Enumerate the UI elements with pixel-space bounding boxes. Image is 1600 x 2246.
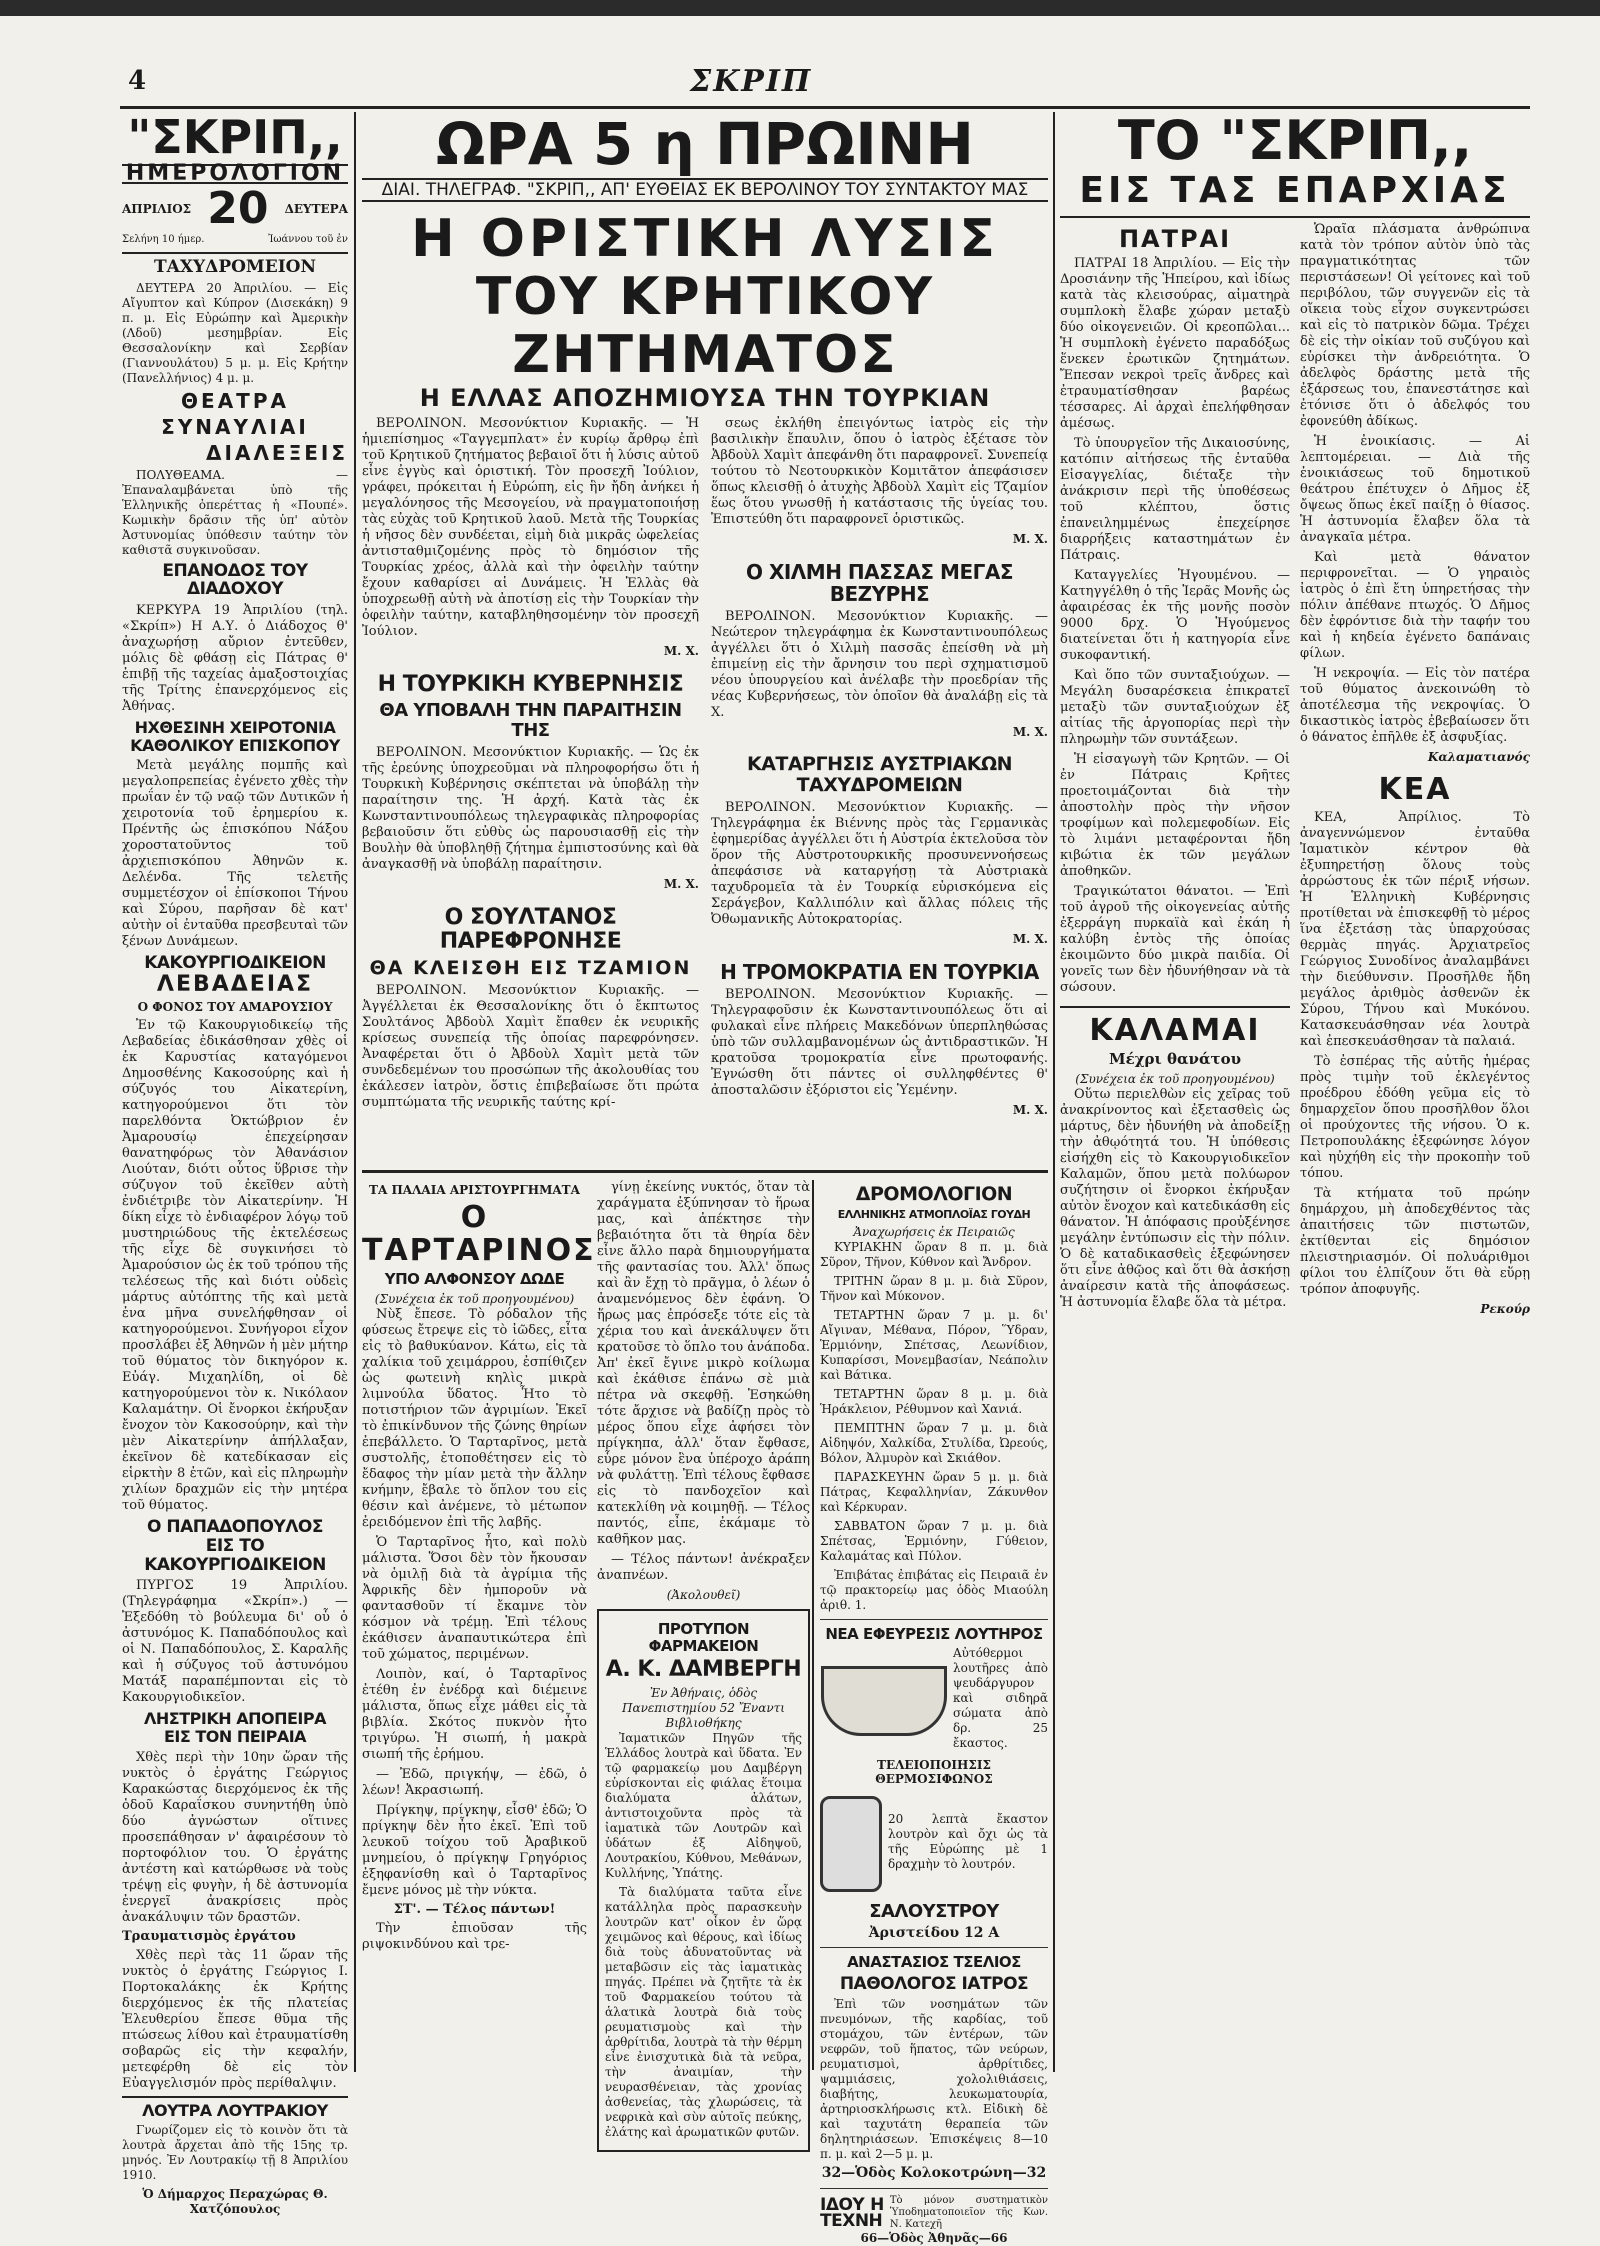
left-column <box>122 110 348 2217</box>
article-heading: ΛΗΣΤΡΙΚΗ ΑΠΟΠΕΙΡΑ <box>144 1709 326 1729</box>
pharmacy-text: Τὰ διαλύματα ταῦτα εἶνε κατάλληλα πρὸς παρασκευὴν λουτρῶν κατ' οἶκον ἐν ὥρᾳ χειμῶνος καὶ θέρους, καὶ ἰδίως διὰ τοὺς ἀδυνατοῦντας νὰ μεταβῶσιν εἰς τὰς ἰαματικὰς πηγάς. Πρέπει νὰ ζητῆτε τὰ ἐκ τοῦ Φαρμακείου τούτου τὰ ἁλατικὰ λουτρὰ διὰ τοὺς ρευματισμοὺς καὶ τὴν ἀρθρίτιδα, λουτρὰ τὰ τὴν θέρμη εἶνε ἐνισχυτικὰ διὰ τὰ νεῦρα, τὴν ἀναιμίαν, τὴν νευρασθένειαν, τὰς χρονίας ἀσθενείας, τὰς χλωρώσεις, τὰ νεφρικὰ καὶ σὺν αὐτοῖς πεύκης, ἐλάτης καὶ ἀρωματικῶν φυτῶν. <box>605 1885 802 2140</box>
sidebar-logo: "ΣΚΡΙΠ,, <box>127 110 343 164</box>
article-heading: ΗΧΘΕΣΙΝΗ ΧΕΙΡΟΤΟΝΙΑ <box>134 718 336 738</box>
article-body: ΒΕΡΟΛΙΝΟΝ. Μεσονύκτιον Κυριακῆς. — Ὡς ἐκ τῆς ἐρεύνης ὑποχρεοῦμαι νὰ πληροφορήσω ὅτι ἡ Τουρκικὴ Κυβέρνησις σκέπτεται νὰ ὑποβάλῃ τὴν παραίτησιν της. Ἡ ἀρχή. Κατὰ τὰς ἐκ Κωνσταντινουπόλεως τηλεγραφικὰς πληροφορίας βεβαιοῦσιν ὅτι εὐθὺς ὡς παρουσιασθῇ εἰς τὴν Βουλὴν θὰ ὑποβληθῇ ζήτημα ἐμπιστοσύνης καὶ θὰ ἀναγκασθῇ νὰ ὑποβάλῃ παραίτησιν. <box>362 744 699 872</box>
article-body: Ὡραῖα πλάσματα ἀνθρώπινα κατὰ τὸν τρόπον αὐτὸν ὑπὸ τὰς πραγματικότητας τῶν περιστάσεων! Οἱ γείτονες καὶ τοῦ περιβόλου, τῶν συγγενῶν εἰς τὰ οἴκεια τοὺς εἶχον συγκεντρώσει καὶ εἰς τὸ πατρικὸν δῶμα. Τρέχει δὲ εἰς τὴν οἰκίαν τοῦ συζύγου καὶ εὑρίσκει τὴν ἀνδρειότητα. Ὁ ἀδελφὸς δράστης μετὰ τῆς ἐξάρσεως του, ἐπανεστάτησε καὶ ἐτόνισε ὅτι ὁ ἀδελφός του ἐφονεύθη ἀδίκως. <box>1300 222 1530 429</box>
news-columns <box>362 416 1048 1118</box>
timetable-row: ΤΡΙΤΗΝ ὥραν 8 μ. μ. διὰ Σῦρον, Τῆνον καὶ Μύκονον. <box>820 1273 1048 1303</box>
shop-address: Ἀριστείδου 12 Α <box>868 1924 1000 1941</box>
article-body: Τραγικώτατοι θάνατοι. — Ἐπὶ τοῦ ἀγροῦ τῆς οἰκογενείας αὐτῆς ἐξερράγη πυρκαϊὰ καὶ ἐκάη ἡ καλύβη ἐντὸς τῆς ὁποίας ἐκοιμῶντο δύο μικρὰ παιδία. Οἱ γονεῖς των δὲν ἠδυνήθησαν νὰ τὰ σώσουν. <box>1060 884 1290 996</box>
banner-subtitle: ΔΙΑΙ. ΤΗΛΕΓΡΑΦ. "ΣΚΡΙΠ,, ΑΠ' ΕΥΘΕΙΑΣ ΕΚ ΒΕΡΟΛΙΝΟΥ ΤΟΥ ΣΥΝΤΑΚΤΟΥ ΜΑΣ <box>362 178 1048 202</box>
article-heading: ΚΑΘΟΛΙΚΟΥ ΕΠΙΣΚΟΠΟΥ <box>130 735 340 755</box>
heater-advert <box>820 1790 1048 1898</box>
timetable-row: ΤΕΤΑΡΤΗΝ ὥραν 8 μ. μ. διὰ Ἡράκλειον, Ρέθυμνον καὶ Χανιά. <box>820 1386 1048 1416</box>
feuilleton-text: Λοιπὸν, καί, ὁ Ταρταρῖνος ἐτέθη ἐν ἐνέδρᾳ καὶ διέμεινε μάλιστα, ὅπως εἶχε μάθει εἰς τὰ βιβλία. Σκότος πυκνὸν ἦτο τριγύρω. Ἡ σιωπή, ἡ μακρὰ σιωπή τῆς ἐρήμου. <box>362 1666 587 1762</box>
article-heading: ΚΕΑ <box>1378 772 1452 807</box>
article-note: (Συνέχεια ἐκ τοῦ προηγουμένου) <box>1075 1071 1275 1086</box>
feuilleton-text: γίνῃ ἐκείνης νυκτός, ὅταν τὰ χαράγματα ἐξύπνησαν τὸ ἥρωα μας, καὶ ἀπέκτησε τὴν βεβαιότητα ὅτι τὰ θηρία δὲν εἶνε ἄλλο παρὰ δημιουργήματα τῆς φαντασίας του. Ἀλλ' ὅπως καὶ ἂν ἔχῃ τὸ πρᾶγμα, ὁ λέων ὁ ἀναμενόμενος δὲν ἐφάνη. Ὁ ἥρως μας ἐπρόσεξε τότε εἰς τὰ χέρια του καὶ ἀνεκάλυψεν ὅτι κρατοῦσε τὸ ὅπλο του ἀνάποδα. Ἀπ' ἐκεῖ ἔγινε μικρὸ κοίλωμα καὶ ἐκάθισε ἐπάνω σὲ μιὰ πέτρα νὰ σκεφθῇ. Ἐσηκώθη τότε ἄρχισε νὰ βαδίζῃ πρὸς τὸ μέρος ὅπου εἶχε ἀφήσει τὸν πρίγκηπα, ἀλλ' ὅταν ἔφθασε, εὗρε μόνον ἓνα ὑπέροχο ἀράπη νὰ φυλάττῃ. Ἐπὶ τέλους ἔφθασε εἰς τὸ πανδοχεῖον καὶ κατεκλίθη νὰ κοιμηθῇ. — Τέλος παντός, εἶπε, ἐκάμαμε τὸ καθῆκον μας. <box>597 1180 810 1547</box>
doctor-title: ΠΑΘΟΛΟΓΟΣ ΙΑΤΡΟΣ <box>839 1973 1029 1994</box>
calendar-month: ΑΠΡΙΛΙΟΣ <box>122 201 192 216</box>
feuilleton-column-a <box>362 1180 596 2158</box>
article-body: ΠΑΤΡΑΙ 18 Ἀπριλίου. — Εἰς τὴν Δροσιάνην τῆς Ἠπείρου, καὶ ἰδίως κατὰ τὰς κλεισούρας, αἰματηρὰ συμπλοκὴ ἔλαβε χώραν μεταξὺ δύο οἰκογενειῶν. Οἱ κρεοπῶλαι... Ἡ συμπλοκὴ ἐγένετο παραδόξως ἕνεκεν ἐρωτικῶν ζητημάτων. Ἔπεσαν νεκροὶ τρεῖς ἄνδρες καὶ ἐτραυματίσθησαν βαρέως τέσσαρες. Αἱ ἀρχαὶ ἐπελήφθησαν ἀμέσως. <box>1060 256 1290 432</box>
provinces-columns <box>1060 222 1530 1317</box>
top-rule-bar <box>0 0 1600 16</box>
article-body: Τὸ ἐσπέρας τῆς αὐτῆς ἡμέρας πρὸς τιμὴν τοῦ ἐκλεγέντος προέδρου ἐδόθη γεῦμα εἰς τὸ δημαρχεῖον ὅπου προσῆλθον ὅλοι οἱ προύχοντες τῆς νήσου. Ὁ κ. Πετροπουλάκης ἐξεφώνησε λόγον καὶ ηὐχήθη εἰς τὴν προκοπὴν τοῦ τόπου. <box>1300 1054 1530 1181</box>
doctor-address: 32—Ὁδὸς Κολοκοτρώνη—32 <box>821 2165 1047 2182</box>
article-heading: ΚΑΤΑΡΓΗΣΙΣ ΑΥΣΤΡΙΑΚΩΝ ΤΑΧΥΔΡΟΜΕΙΩΝ <box>746 753 1013 796</box>
article-heading: ΕΙΣ ΤΟ ΚΑΚΟΥΡΓΙΟΔΙΚΕΙΟΝ <box>144 1536 326 1575</box>
feuilleton-text: Ὁ Ταρταρῖνος ἦτο, καὶ πολὺ μάλιστα. Ὅσοι δὲν τὸν ἤκουσαν νὰ ὁμιλῇ διὰ τὰ ἀγρίμια τῆς Ἀφρικῆς δὲν ἠμποροῦν νὰ φαντασθοῦν τί ἔκαμνε τὸν κόσμον νὰ τρέμῃ. Ἐπὶ τέλους ἐκάθισεν ἀναπαυτικώτερα ἐπὶ τοῦ χώματος, περιμένων. <box>362 1534 587 1662</box>
article-body: ΚΕΑ, Ἀπρίλιος. Τὸ ἀναγεννώμενον ἐνταῦθα Ἰαματικὸν κέντρον θὰ ἐξυπηρετήσῃ ὅλους τοὺς ἀρρώστους ἐκ τῶν πέριξ νήσων. Ἡ Ἑλληνικὴ Κυβέρνησις προτίθεται νὰ ἐπισκεφθῇ τὸ μέρος ἵνα ἐξετάσῃ τὰς ὑπαρχούσας θερμὰς πηγάς. Ἀρχιατρεῖος Γεώργιος Συνοδίνος ἀναλαμβάνει τὴν διεύθυνσιν. Προσῆλθε ἤδη μεγάλος ἀριθμὸς ἀσθενῶν ἐκ Σύρου, Τήνου καὶ Μυκόνου. Κατασκευάσθησαν νέα λουτρὰ καὶ ἐπεσκευάσθησαν τὰ παλαιά. <box>1300 810 1530 1049</box>
shoe-advert <box>820 2195 1048 2231</box>
article-body: Τὸ ὑπουργεῖον τῆς Δικαιοσύνης, κατόπιν αἰτήσεως τῆς ἐνταῦθα Εἰσαγγελίας, διέταξε τὴν ἀνάκρισιν περὶ τῆς ὑποθέσεως τοῦ κλέπτου, ὅστις ἐπανειλημμένως ἐπεχείρησε διαρρήξεις καταστημάτων ἐν Πάτραις. <box>1060 436 1290 564</box>
article-body: Ἡ ἐνοικίασις. — Αἱ λεπτομέρειαι. — Διὰ τῆς ἐνοικιάσεως τοῦ δημοτικοῦ θεάτρου ἐπέτυχεν ὁ Δῆμος ἐξ ὄψεως ὅπως ἐκεῖ παίξῃ ὁ θίασος. Ἡ ἀστυνομία ἔλαβεν ὅλα τὰ ἀναγκαῖα μέτρα. <box>1300 434 1530 545</box>
article-heading: Ο ΣΟΥΛΤΑΝΟΣ ΠΑΡΕΦΡΟΝΗΣΕ <box>439 904 622 954</box>
section-rule <box>362 1170 1048 1173</box>
article-heading: Τραυματισμὸς ἐργάτου <box>122 1928 296 1944</box>
news-column-b <box>711 416 1048 1118</box>
theatres-heading: ΘΕΑΤΡΑ <box>181 388 289 413</box>
feuilleton <box>362 1180 810 2140</box>
timetable-title: ΔΡΟΜΟΛΟΓΙΟΝ <box>855 1183 1013 1205</box>
calendar-saint: Ἰωάννου τοῦ ἐν <box>268 234 348 245</box>
right-section <box>1060 109 1530 2072</box>
article-body: ΒΕΡΟΛΙΝΟΝ. Μεσονύκτιον Κυριακῆς. — Ἡ ἡμιεπίσημος «Ταγγεμπλατ» ἐν κυρίῳ ἄρθρῳ ἐπὶ τοῦ Κρητικοῦ ζητήματος βεβαιοῖ ὅτι ἡ λύσις αὐτοῦ εἶνε ἐγγὺς καὶ ὁριστική. Τὸν προσεχῆ Ἰούλιον, γράφει, πρόκειται ἡ Εὐρώπη, εἰς ἣν ἤδη ἀνήκει ἡ μεγαλόνησος τῆς Μεσογείου, νὰ πραγματοποιήσῃ τὰς εὐχὰς τοῦ Κρητικοῦ λαοῦ. Μετὰ τῆς Τουρκίας ἡ νῆσος δὲν συνδέεται, εἰμὴ διὰ μικρᾶς ὠφελείας ἀντισταθμιζομένης πρὸς τὸ δημόσιον τῆς Τουρκίας χρέος, ἀλλὰ καὶ τὴν ὀφειλὴν ταύτην ἔχουν καθαρίσει αἱ Δυνάμεις. Ἡ Ἑλλὰς θὰ ὑποχρεωθῇ αὐτὴ νὰ ἀποτίσῃ εἰς τὴν Τουρκίαν τὴν ὀφειλὴν ταύτην, καταβληθησομένην τὸν προσεχῆ Ἰούλιον. <box>362 416 699 639</box>
heater-title: ΤΕΛΕΙΟΠΟΙΗΣΙΣ ΘΕΡΜΟΣΙΦΩΝΟΣ <box>875 1758 993 1786</box>
article-body: σεως ἐκλήθη ἐπειγόντως ἰατρὸς εἰς τὴν βασιλικὴν ἔπαυλιν, ὅπου ὁ ἰατρὸς ἐξέτασε τὸν Ἀβδοὺλ Χαμὶτ ἀπεφάνθη ὅτι παραφρονεῖ. Συνεπείᾳ τούτου τὸ Νεοτουρκικὸν Κομιτᾶτον ἀπεφάσισεν ὅπως κλεισθῇ ὁ ἀτυχὴς Ἀβδοὺλ Χαμὶτ εἰς Τζαμίον ἕως ὅτου γνωσθῇ ἡ κατάστασις τῆς ὑγείας του. Ἐπιστεύθη ὅτι παραφρονεῖ ὁριστικῶς. <box>711 416 1048 527</box>
article-body: Καταγγελίες Ἡγουμένου. — Κατηγγέλθη ὁ τῆς Ἱερᾶς Μονῆς ὡς ἀφαιρέσας ἐκ τῆς μονῆς ποσὸν 9000 δρχ. Ὁ Ἡγούμενος διατείνεται ὅτι ἡ κατηγορία εἶνε συκοφαντική. <box>1060 568 1290 664</box>
article-body: ΚΕΡΚΥΡΑ 19 Ἀπριλίου (τηλ. «Σκρίπ») Η Α.Υ. ὁ Διάδοχος θ' ἀναχωρήσῃ αὔριον ἐντεῦθεν, μόλις δὲ φθάσῃ εἰς Πάτρας θ' ἐπιβῇ τῆς ταχείας ἀμαξοστοιχίας τῆς Τρίτης ἐπανερχόμενος εἰς Ἀθήνας. <box>122 603 348 715</box>
article-body: ΒΕΡΟΛΙΝΟΝ. Μεσονύκτιον Κυριακῆς. — Ἀγγέλλεται ἐκ Θεσσαλονίκης ὅτι ὁ ἔκπτωτος Σουλτάνος Ἀβδοὺλ Χαμὶτ ἔπαθεν ἐκ νευρικῆς κρίσεως συνεπείᾳ τῆς ὁποίας παρεφρόνησεν. Ἀναφέρεται ὅτι ὁ Ἀβδοὺλ Χαμὶτ μετὰ τῶν συνδεδεμένων του προσώπων τῆς ἀκολουθίας του ἐκάλεσεν ἰατρὸν, ὅστις ἐπιβεβαίωσε ὅτι πρώτα συμπτώματα τῆς νευρικῆς ταύτης κρί- <box>362 983 699 1111</box>
feuilleton-note: (Συνέχεια ἐκ τοῦ προηγουμένου) <box>374 1291 575 1306</box>
timetable-row: ΚΥΡΙΑΚΗΝ ὥραν 8 π. μ. διὰ Σῦρον, Τῆνον, Κύθνον καὶ Ἄνδρον. <box>820 1239 1048 1269</box>
feuilleton-author: ΥΠΟ ΑΛΦΟΝΣΟΥ ΔΩΔΕ <box>384 1270 565 1289</box>
article-body: ΒΕΡΟΛΙΝΟΝ. Μεσονύκτιον Κυριακῆς. — Νεώτερον τηλεγράφημα ἐκ Κωνσταντινουπόλεως ἀγγέλλει ὅτι ὁ Χιλμὴ πασσᾶς ἐπείσθη νὰ μὴ ἐπιμείνῃ εἰς τὴν ἄρνησιν του περὶ σχηματισμοῦ νέου ὑπουργείου καὶ ἀνέλαβε τὴν προεδρίαν τῆς νέας Κυβερνήσεως, τὸν ὁποῖον θὰ ἀναλάβῃ εἰς τὰ Χ. <box>711 609 1048 720</box>
pharmacy-name: Α. Κ. ΔΑΜΒΕΡΓΗ <box>605 1657 802 1682</box>
doctor-text: Ἐπὶ τῶν νοσημάτων τῶν πνευμόνων, τῆς καρδίας, τοῦ στομάχου, τῶν ἐντέρων, τῶν νεφρῶν, τοῦ ἥπατος, τῶν νεύρων, ρευματισμοὶ, ἀρθρίτιδες, ψαμμιάσεις, χολολιθιάσεις, διαβήτης, λευκωματουρία, ἀρτηριοσκλήρωσις κτλ. Εἰδικὴ δὲ καὶ ταχυτάτη θεραπεία τῶν δηλητηριάσεων. Ἐπισκέψεις 8—10 π. μ. καὶ 2—5 μ. μ. <box>820 1997 1048 2162</box>
feuilleton-title: Ο ΤΑΡΤΑΡΙΝΟΣ <box>362 1200 596 1269</box>
article-heading: ΚΑΛΑΜΑΙ <box>1060 1006 1290 1047</box>
doctor-name: ΑΝΑΣΤΑΣΙΟΣ ΤΣΕΛΙΟΣ <box>847 1953 1021 1972</box>
theatre-listing: ΠΟΛΥΘΕΑΜΑ. — Ἐπαναλαμβάνεται ὑπὸ τῆς Ἑλληνικῆς ὀπερέττας ἡ «Πουπέ». Κωμικὴν δρᾶσιν τῆς ὑπ' αὐτὸν Ἀστυνομίας ὑπόθεσιν ταύτην τὸν καθιστᾶ συγκινοῦσαν. <box>122 467 348 557</box>
masthead: ΣΚΡΙΠ <box>690 64 813 99</box>
pharmacy-text: Ἰαματικῶν Πηγῶν τῆς Ἑλλάδος λουτρὰ καὶ ὕδατα. Ἐν τῷ φαρμακείῳ μου Δαμβέργη εὑρίσκονται εἰς φιάλας ἕτοιμα διαλύματα ἀλάτων, ἀντιστοιχοῦντα πρὸς τὰ ἰαματικὰ τῶν Λουτρῶν καὶ ὑδάτων ἐξ Αἰδηψοῦ, Λουτρακίου, Κύθνου, Μεθάνων, Κυλλήνης, Ὑπάτης. <box>605 1731 802 1881</box>
advert-heading: ΛΟΥΤΡΑ ΛΟΥΤΡΑΚΙΟΥ <box>122 2096 348 2120</box>
article-heading: Ο ΧΙΛΜΗ ΠΑΣΣΑΣ ΜΕΓΑΣ ΒΕΖΥΡΗΣ <box>745 560 1013 606</box>
center-news <box>362 112 1048 1162</box>
feuilleton-text: Νὺξ ἔπεσε. Τὸ ρόδαλον τῆς φύσεως ἔτρεψε εἰς τὸ ἰῶδες, εἶτα εἰς τὸ βαθυκύανον. Κάτω, εἰς τὰ χαλίκια τοῦ χειμάρρου, ἐσπίθιζεν ὡς φωτεινὴ κηλὶς μικρὰ λιμνούλα ὕδατος. Ἦτο τὸ ποτιστήριον τῶν ἀγριμίων. Ἐκεῖ τὸ ἐπικίνδυνον τῆς ζώνης θηρίων ἐπεβάλλετο. Ὁ Ταρταρῖνος, μετὰ συστολῆς, ἐτοποθέτησεν εἰς τὸ ἔδαφος τὴν μίαν μετὰ τὴν ἄλλην κνήμην, ἔβαλε τὸ ὅπλον του εἰς θέσιν καὶ ἀνέμενε, τὸ μέτωπον ἐρειδόμενον ἐπὶ τῆς λαβῆς. <box>362 1306 587 1530</box>
feuilleton-kicker: ΤΑ ΠΑΛΑΙΑ ΑΡΙΣΤΟΥΡΓΗΜΑΤΑ <box>369 1183 580 1197</box>
article-body: Χθὲς περὶ τὰς 11 ὥραν τῆς νυκτὸς ὁ ἐργάτης Γεώργιος Ι. Πορτοκαλάκης ἐκ Κρήτης διερχόμενος ἐκ τῆς πλατείας Ἐλευθερίου ἔπεσε θῦμα τῆς πτώσεως λίθου καὶ ἐτραυματίσθη σοβαρῶς εἰς τὴν κεφαλήν, μετεφέρθη δὲ εἰς τὸν Εὐαγγελισμόν πρὸς περίθαλψιν. <box>122 1947 348 2091</box>
article-heading: ΘΑ ΥΠΟΒΑΛΗ ΤΗΝ ΠΑΡΑΙΤΗΣΙΝ ΤΗΣ <box>379 700 682 741</box>
main-subheadline: Η ΕΛΛΑΣ ΑΠΟΖΗΜΙΟΥΣΑ ΤΗΝ ΤΟΥΡΚΙΑΝ <box>419 384 991 412</box>
lectures-heading: ΔΙΑΛΕΞΕΙΣ <box>206 440 348 465</box>
byline: Μ. Χ. <box>1012 725 1048 739</box>
article-heading: ΕΙΣ ΤΟΝ ΠΕΙΡΑΙΑ <box>163 1726 307 1746</box>
calendar-weekday: ΔΕΥΤΕΡΑ <box>284 201 348 216</box>
post-office-text: ΔΕΥΤΕΡΑ 20 Ἀπριλίου. — Εἰς Αἴγυπτον καὶ Κύπρον (Δισεκάκη) 9 π. μ. Εἰς Εὐρώπην καὶ Ἀμερικὴν (Λδοῦ) μεσημβρίαν. Εἰς Θεσσαλονίκην καὶ Σερβίαν (Γιαννουλάτου) 5 μ. μ. Εἰς Κρήτην (Πανελλήνιος) 4 μ. μ. <box>122 280 348 385</box>
news-column-a <box>362 416 699 1118</box>
timetable-row: ΠΕΜΠΤΗΝ ὥραν 7 μ. μ. διὰ Αἰδηψόν, Χαλκίδα, Στυλίδα, Ὠρεούς, Βόλον, Ἀλμυρὸν καὶ Σκιάθον. <box>820 1420 1048 1465</box>
provinces-headline-2: ΕΙΣ ΤΑΣ ΕΠΑΡΧΙΑΣ <box>1079 170 1511 211</box>
feuilleton-continued: (Ἀκολουθεῖ) <box>666 1588 741 1602</box>
article-heading: ΛΕΒΑΔΕΙΑΣ <box>156 971 314 997</box>
byline: Μ. Χ. <box>1012 931 1048 946</box>
feuilleton-columns <box>362 1180 810 2158</box>
feuilleton-text: — Τέλος πάντων! ἀνέκραξεν ἀναπνέων. <box>597 1552 810 1583</box>
chapter-heading: ΣΤ'. — Τέλος πάντων! <box>393 1901 556 1917</box>
bath-advert-text: Αὐτόθερμοι λουτῆρες ἀπὸ ψευδάργυρον καὶ σιδηρᾶ σώματα ἀπὸ δρ. 25 ἔκαστος. <box>953 1646 1048 1751</box>
calendar-box <box>122 183 348 234</box>
page-number: 4 <box>128 66 147 96</box>
article-heading: Η ΤΡΟΜΟΚΡΑΤΙΑ ΕΝ ΤΟΥΡΚΙΑ <box>720 959 1039 984</box>
column-divider <box>812 1180 814 2070</box>
provinces-column-b <box>1300 222 1530 1317</box>
article-body: Ἡ εἰσαγωγὴ τῶν Κρητῶν. — Οἱ ἐν Πάτραις Κρῆτες προετοιμάζονται διὰ τὴν ἀποστολὴν πρὸς τὴν νῆσον τροφίμων καὶ πολεμεφοδίων. Εἰς τὸ λιμάνι μεταφέρονται ἤδη κιβώτια ἐκ τῶν μεγάλων ἀποθηκῶν. <box>1060 752 1290 880</box>
provinces-column-a <box>1060 222 1290 1317</box>
advert-body: Γνωρίζομεν εἰς τὸ κοινὸν ὅτι τὰ λουτρὰ ἄρχεται ἀπὸ τῆς 15ης τρ. μηνός. Ἐν Λουτρακίῳ τῇ 8 Ἀπριλίου 1910. <box>122 2123 348 2183</box>
shoe-advert-address: 66—Ὁδὸς Ἀθηνᾶς—66 <box>860 2230 1008 2245</box>
shoe-advert-text: Τὸ μόνον συστηματικὸν Ὑποδηματοποιεῖον τῆς Κων. Ν. Κατεχῆ <box>889 2194 1048 2230</box>
calendar-day: 20 <box>207 183 269 234</box>
calendar-title: ΗΜΕΡΟΛΟΓΙΟΝ <box>122 164 348 184</box>
banner-headline: ΩΡΑ 5 η ΠΡΩΙΝΗ <box>436 110 974 178</box>
shoe-advert-title: ΙΔΟΥ Η ΤΕΧΝΗ <box>820 2194 884 2231</box>
timetable-row: ΣΑΒΒΑΤΟΝ ὥραν 7 μ. μ. διὰ Σπέτσας, Ἑρμιόνην, Γύθειον, Καλαμάτας καὶ Πύλον. <box>820 1518 1048 1563</box>
feuilleton-text: — Ἐδῶ, πριγκήψ, — ἐδῶ, ὁ λέων! Ἀκρασιωπή. <box>362 1766 587 1798</box>
byline: Ρεκούρ <box>1480 1302 1530 1316</box>
shop-name: ΣΑΛΟΥΣΤΡΟΥ <box>869 1900 999 1922</box>
provinces-headline: ΤΟ "ΣΚΡΙΠ,, <box>1117 109 1473 172</box>
byline: Μ. Χ. <box>663 644 699 658</box>
bath-advert <box>820 1646 1048 1755</box>
main-headline: Η ΟΡΙΣΤΙΚΗ ΛΥΣΙΣ <box>411 209 999 269</box>
article-heading: ΠΑΤΡΑΙ <box>1118 225 1232 253</box>
timetable-subtitle: ΕΛΛΗΝΙΚΗΣ ΑΤΜΟΠΛΟΪΑΣ ΓΟΥΔΗ <box>837 1207 1031 1221</box>
article-heading: Ο ΠΑΠΑΔΟΠΟΥΛΟΣ <box>147 1517 323 1538</box>
feuilleton-text: Πρίγκηψ, πρίγκηψ, εἶσθ' ἐδῶ; Ὁ πρίγκηψ δὲν ἦτο ἐκεῖ. Ἐπὶ τοῦ λευκοῦ τοίχου τοῦ Ἀραβικοῦ μνημείου, ὁ πρίγκηψ Γρηγόριος ἐξηφανίσθη καὶ ὁ Ταρταρῖνος ἔμενε μόνος μὲ τὴν νύκτα. <box>362 1802 587 1898</box>
column-divider <box>354 112 356 2072</box>
article-body: Καὶ μετὰ θάνατον περιφρονεῖται. — Ὁ γηραιὸς ἰατρὸς ὁ ἐπὶ ἔτη ὑπηρετήσας τὴν πόλιν ἀπέθανε πτωχός. Ὁ Δῆμος δὲν ἐφρόντισε διὰ τὴν ταφήν του καὶ ἡ κηδεία ἐγένετο δαπάναις φίλων. <box>1300 550 1530 661</box>
article-heading: ΕΠΑΝΟΔΟΣ ΤΟΥ ΔΙΑΔΟΧΟΥ <box>162 560 308 600</box>
timetable-row: ΠΑΡΑΣΚΕΥΗΝ ὥραν 5 μ. μ. διὰ Πάτρας, Κεφαλληνίαν, Ζάκυνθον καὶ Κέρκυραν. <box>820 1469 1048 1514</box>
feuilleton-column-b <box>597 1180 810 2158</box>
post-office-title: ΤΑΧΥΔΡΟΜΕΙΟΝ <box>122 252 348 277</box>
article-body: ΠΥΡΓΟΣ 19 Ἀπριλίου. (Τηλεγράφημα «Σκρίπ».) — Ἐξεδόθη τὸ βούλευμα δι' οὗ ὁ ἀστυνόμος Κ. Παπαδόπουλος καὶ οἱ Ν. Παπαδόπουλος, Σ. Καραλῆς καὶ ἡ σύζυγος τοῦ ἀστυνόμου Ματάξ παραπέμπονται εἰς τὸ Κακουργιοδικεῖον. <box>122 1578 348 1706</box>
article-body: Καὶ ὅπο τῶν συνταξιούχων. — Μεγάλη δυσαρέσκεια ἐπικρατεῖ μεταξὺ τῶν συνταξιούχων ἐξ αἰτίας τῆς ἀργοπορίας περὶ τὴν πληρωμὴν τῶν συντάξεων. <box>1060 668 1290 748</box>
timetable-row: ΤΕΤΑΡΤΗΝ ὥραν 7 μ. μ. δι' Αἴγιναν, Μέθανα, Πόρον, Ὕδραν, Ἑρμιόνην, Σπέτσας, Λεωνίδιον, Κυπαρίσσι, Μονεμβασίαν, Νεάπολιν καὶ Βάτικα. <box>820 1307 1048 1382</box>
pharmacy-advert <box>597 1609 810 2152</box>
concerts-heading: ΣΥΝΑΥΛΙΑΙ <box>161 414 309 439</box>
main-headline-2: ΤΟΥ ΚΡΗΤΙΚΟΥ ΖΗΤΗΜΑΤΟΣ <box>475 267 935 385</box>
timetable-from: Ἀναχωρήσεις ἐκ Πειραιῶς <box>853 1224 1015 1239</box>
calendar-notes <box>122 232 348 248</box>
pharmacy-address: Ἐν Ἀθήναις, ὁδὸς Πανεπιστημίου 52 Ἔναντι Βιβλιοθήκης <box>622 1686 785 1731</box>
article-body: Ἐν τῷ Κακουργιοδικείῳ τῆς Λεβαδείας ἐδικάσθησαν χθὲς οἱ ἐκ Καρυστίας καταγόμενοι Δημοσθένης Κακοσούρης καὶ ἡ σύζυγός του Αἰκατερίνη, κατηγορούμενοι ὅτι τὸν παρελθόντα Ὀκτώβριον ἐν Ἀμαρουσίῳ ἐπεχείρησαν θανατηφόρως τὸν Ἀθανάσιον Λιούταν, διότι οὗτος ὕβρισε τὴν σύζυγον τοῦ ἐκεῖθεν αὐτὴ ἐνδιέτριβε τὸν Αἰκατερίνην. Ἡ δίκη εἶχε τὸ ἐνδιαφέρον λόγῳ τοῦ μυστηριώδους τῆς ἐκτελέσεως τῆς εἶχε δὲ συγκινήσει τὸ Ἀμαρούσιον ὡς ἐκ τοῦ τρόπου τῆς τελέσεως τῆς καὶ διότι οὐδεὶς μάρτυς αὐτόπτης τῆς καὶ μετὰ ἐνα μῆνα συνελήφθησαν οἱ κατηγορούμενοι. Συνήγοροι εἶχον προσλάβει ἐξ Ἀθηνῶν ἡ μὲν μήτηρ τοῦ θύματος τὸν δικηγόρον κ. Εὐάγ. Μιχαηλίδη, οἱ δὲ κατηγορούμενοι τὸν κ. Νικόλαον Καλαμάτην. Οἱ ἔνορκοι ἐκήρυξαν ἔνοχον τὸν Κακοσούρην, καὶ τὴν μὲν Αἰκατερίνην ἀπήλλαξαν, ἐκεῖνον δὲ κατεδίκασαν εἰς εἱρκτὴν 8 ἐτῶν, καὶ εἰς πληρωμὴν χιλίων δραχμῶν εἰς τὴν μητέρα τοῦ θύματος. <box>122 1018 348 1514</box>
water-heater-illustration <box>820 1796 882 1892</box>
timetable-row: Ἐπιβάτας ἐπιβάτας εἰς Πειραιᾶ ἐν τῷ πρακτορείῳ μας ὁδὸς Μιαούλη ἀριθ. 1. <box>820 1567 1048 1612</box>
article-body: Μετὰ μεγάλης πομπῆς καὶ μεγαλοπρεπείας ἐγένετο χθὲς τὴν πρωΐαν ἐν τῷ ναῷ τῶν Δυτικῶν ἡ χειροτονία τοῦ ἐρημερίου κ. Πρέντῆς ὡς ἐπισκόπου Νάξου χοροστατοῦντος τοῦ ἀρχιεπισκόπου Ἀθηνῶν κ. Δελένδα. Τῆς τελετῆς συμμετέσχον οἱ ἐπίσκοποι Τήνου καὶ Σύρου, παρῆσαν δὲ κατ' αὐτὴν οἱ ἐνταῦθα πρεσβευταὶ τῶν ξένων Δυνάμεων. <box>122 758 348 950</box>
article-subheading: Ο ΦΟΝΟΣ ΤΟΥ ΑΜΑΡΟΥΣΙΟΥ <box>137 1000 333 1015</box>
article-body: Χθὲς περὶ τὴν 10ην ὥραν τῆς νυκτὸς ὁ ἐργάτης Γεώργιος Καρακώστας διερχόμενος ἐκ τῆς ὁδοῦ Καραΐσκου συνηντήθη ὑπὸ δύο ἀγνώστων οἵτινες προσεπάθησαν ν' ἀφαιρέσουν τὸ πορτοφόλιον του. Ὁ ἐργάτης ἀντέστη καὶ κατώρθωσε νὰ τοὺς τρέψῃ εἰς φυγὴν, ἡ δὲ ἀστυνομία ἐνεργεῖ ἀνακρίσεις πρὸς ἀνακάλυψιν τῶν δραστῶν. <box>122 1749 348 1925</box>
byline: Καλαματιανός <box>1427 750 1530 764</box>
feuilleton-text: Τὴν ἐπιοῦσαν τῆς ριψοκινδύνου καὶ τρε- <box>362 1920 587 1952</box>
column-divider <box>1053 112 1055 2072</box>
byline: Μ. Χ. <box>1012 532 1048 546</box>
article-body: ΒΕΡΟΛΙΝΟΝ. Μεσονύκτιον Κυριακῆς. — Τηλεγραφοῦσιν ἐκ Κωνσταντινουπόλεως ὅτι αἱ φυλακαὶ εἶνε πλήρεις Μακεδόνων ὑπερπληθώσας ὑπὸ τῶν συλλαμβανομένων ὡς ἀντιδραστικῶν. Ἡ κρατοῦσα τρομοκρατία εἶνε πρωτοφανής. Ἐγνώσθη ὅτι πάντες οἱ συλληφθέντες θ' ἀποσταλῶσιν ἐξόριστοι εἰς Ὑεμένην. <box>711 986 1048 1098</box>
article-heading: Η ΤΟΥΡΚΙΚΗ ΚΥΒΕΡΝΗΣΙΣ <box>377 672 684 697</box>
article-body: Οὕτω περιελθὼν εἰς χεῖρας τοῦ ἀνακρίνοντος καὶ ἐξετασθεὶς ὡς μάρτυς, δὲν ἠδυνήθη νὰ ἀποδείξῃ τὴν ἀθῳότητά του. Ἡ ὑπόθεσις εἰσήχθη εἰς τὸ Κακουργιοδικεῖον Καλαμῶν, ὅπου μετὰ πολύωρον συζήτησιν οἱ ἔνορκοι ἐκήρυξαν αὐτὸν ἔνοχον καὶ κατεδικάσθη εἰς θάνατον. Ἡ ἀπόφασις προὐξένησε μεγάλην ἐντύπωσιν εἰς τὴν πόλιν. Ὁ δὲ καταδικασθεὶς ἐξεφώνησεν ὅτι εἶνε ἀθῷος καὶ ὅτι θὰ ἀσκήσῃ ἀναίρεσιν κατὰ τῆς ἀποφάσεως. Ἡ ἀστυνομία ἔλαβε ὅλα τὰ μέτρα. <box>1060 1086 1290 1310</box>
calendar-moon: Σελήνη 10 ήμερ. <box>122 234 205 245</box>
article-body: Τὰ κτήματα τοῦ πρώην δημάρχου, μὴ ἀποδεχθέντος τὰς ἀπαιτήσεις τῶν πιστωτῶν, ἐκτίθενται εἰς δημόσιον πλειστηριασμόν. Οἱ πολυάριθμοι φίλοι του ἐλπίζουν ὅτι θὰ εὕρῃ τρόπον ἀποφυγῆς. <box>1300 1186 1530 1297</box>
byline: Μ. Χ. <box>663 876 699 891</box>
bathtub-illustration <box>821 1666 947 1736</box>
pharmacy-kicker: ΠΡΟΤΥΠΟΝ ΦΑΡΜΑΚΕΙΟΝ <box>648 1620 759 1655</box>
article-body: ΒΕΡΟΛΙΝΟΝ. Μεσονύκτιον Κυριακῆς. — Τηλεγράφημα ἐκ Βιέννης πρὸς τὰς Γερμανικὰς ἐφημερίδας ἀγγέλλει ὅτι ἡ Αὐστρία ἐκτελοῦσα τὸν ὅρον τῆς Αὐστροτουρκικῆς προσυνεννοήσεως ἀπεφάσισε νὰ καταργήσῃ τὰ Αὐστριακὰ ταχυδρομεῖα τὰ ἐν Τουρκίᾳ εὑρισκόμενα εἰς Σεράγεβον, Καλλιπόλιν καὶ ἄλλας πόλεις τῆς Ὀθωμανικῆς Αὐτοκρατορίας. <box>711 799 1048 927</box>
article-subheading: Μέχρι θανάτου <box>1108 1050 1242 1069</box>
advert-signature: Ὁ Δήμαρχος Περαχώρας Θ. Χατζόπουλος <box>142 2187 328 2217</box>
byline: Μ. Χ. <box>1012 1102 1048 1117</box>
heater-text: 20 λεπτὰ ἔκαστον λουτρὸν καὶ ὄχι ὡς τὰ τῆς Εὐρώπης μὲ 1 δραχμὴν τὸ λουτρόν. <box>888 1811 1048 1871</box>
article-heading: ΚΑΚΟΥΡΓΙΟΔΙΚΕΙΟΝ <box>144 953 326 974</box>
bath-advert-title: ΝΕΑ ΕΦΕΥΡΕΣΙΣ ΛΟΥΤΗΡΟΣ <box>825 1624 1043 1643</box>
adverts-column <box>820 1180 1048 2245</box>
article-heading: ΘΑ ΚΛΕΙΣΘΗ ΕΙΣ ΤΖΑΜΙΟΝ <box>369 957 692 980</box>
article-body: Ἡ νεκροψία. — Εἰς τὸν πατέρα τοῦ θύματος ἀνεκοινώθη τὸ ἀποτέλεσμα τῆς νεκροψίας. Ὁ δικαστικὸς ἰατρὸς ἐβεβαίωσεν ὅτι ὁ θάνατος ἐπῆλθε ἐξ ἀσφυξίας. <box>1300 666 1530 745</box>
